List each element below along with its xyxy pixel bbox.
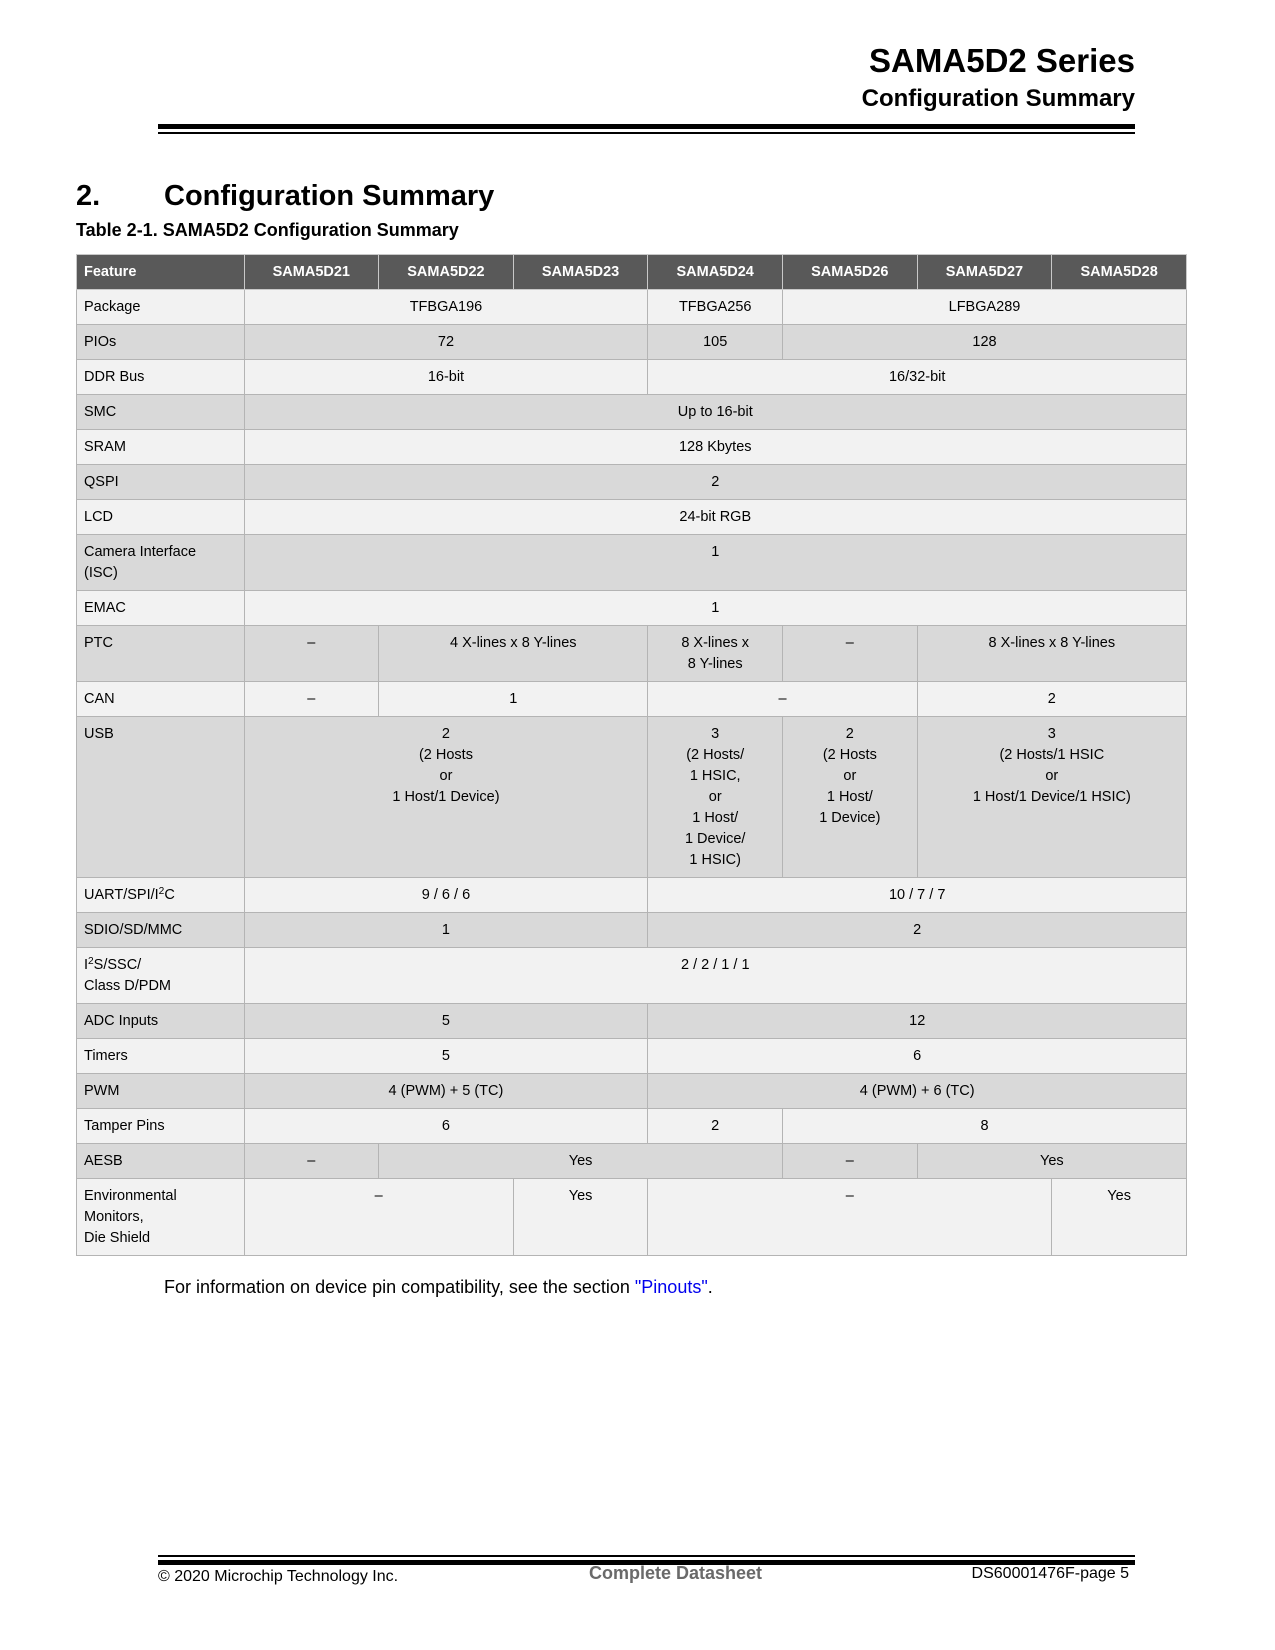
row-label: CAN: [77, 682, 245, 717]
table-row: [77, 948, 1187, 1004]
table-cell: Up to 16-bit: [244, 395, 1186, 430]
table-row: [77, 360, 1187, 395]
table-row: [77, 682, 1187, 717]
table-caption: Table 2-1. SAMA5D2 Configuration Summary: [76, 220, 459, 240]
footer-page-number: DS60001476F-page 5: [971, 1565, 1129, 1582]
table-cell: 2 / 2 / 1 / 1: [244, 948, 1186, 1004]
row-label-text: S/SSC/ Class D/PDM: [84, 957, 172, 994]
column-header: SAMA5D23: [513, 255, 648, 290]
row-label: Tamper Pins: [77, 1109, 245, 1144]
table-row: [77, 1039, 1187, 1074]
table-cell: Yes: [917, 1144, 1186, 1179]
table-row: [77, 465, 1187, 500]
column-header: SAMA5D21: [244, 255, 379, 290]
table-cell: 4 X-lines x 8 Y-lines: [379, 626, 648, 682]
table-cell: 5: [244, 1004, 648, 1039]
row-label: USB: [77, 717, 245, 878]
header-rule-thin: [158, 132, 1135, 134]
table-cell: –: [244, 682, 379, 717]
table-cell: 1: [244, 535, 1186, 591]
row-label: DDR Bus: [77, 360, 245, 395]
row-label-text: C: [164, 887, 175, 903]
table-cell: 2: [648, 1109, 783, 1144]
table-row: [77, 325, 1187, 360]
table-cell: 2 (2 Hosts or 1 Host/ 1 Device): [783, 717, 918, 878]
note-end: .: [707, 1277, 713, 1297]
row-label: SRAM: [77, 430, 245, 465]
row-label: [77, 948, 245, 1004]
table-row: [77, 1109, 1187, 1144]
table-row: [77, 1144, 1187, 1179]
row-label: ADC Inputs: [77, 1004, 245, 1039]
table-cell: Yes: [513, 1179, 648, 1256]
row-label: PWM: [77, 1074, 245, 1109]
column-header: SAMA5D24: [648, 255, 783, 290]
row-label: PTC: [77, 626, 245, 682]
table-cell: 2: [917, 682, 1186, 717]
table-cell: 9 / 6 / 6: [244, 878, 648, 913]
table-cell: 128: [783, 325, 1187, 360]
row-label: LCD: [77, 500, 245, 535]
table-cell: 3 (2 Hosts/ 1 HSIC, or 1 Host/ 1 Device/ 1 HSIC): [648, 717, 783, 878]
table-cell: 128 Kbytes: [244, 430, 1186, 465]
table-cell: –: [648, 1179, 1052, 1256]
table-row: [77, 535, 1187, 591]
table-cell: –: [244, 1179, 513, 1256]
table-cell: –: [244, 1144, 379, 1179]
footer-rule-thin: [158, 1555, 1135, 1557]
table-cell: 72: [244, 325, 648, 360]
table-row: [77, 913, 1187, 948]
table-cell: 10 / 7 / 7: [648, 878, 1187, 913]
row-label-superscript: 2: [88, 956, 94, 967]
note-text: For information on device pin compatibility, see the section: [164, 1277, 635, 1297]
table-cell: –: [244, 626, 379, 682]
row-label: SDIO/SD/MMC: [77, 913, 245, 948]
row-label: QSPI: [77, 465, 245, 500]
row-label: Package: [77, 290, 245, 325]
column-header: SAMA5D26: [783, 255, 918, 290]
table-cell: TFBGA256: [648, 290, 783, 325]
table-cell: 16/32-bit: [648, 360, 1187, 395]
table-cell: –: [648, 682, 917, 717]
table-row: [77, 626, 1187, 682]
column-header: Feature: [77, 255, 245, 290]
table-row: [77, 395, 1187, 430]
column-header: SAMA5D28: [1052, 255, 1187, 290]
pin-compatibility-note: [164, 1277, 713, 1298]
column-header: SAMA5D27: [917, 255, 1052, 290]
table-cell: LFBGA289: [783, 290, 1187, 325]
table-cell: 24-bit RGB: [244, 500, 1186, 535]
table-row: [77, 1004, 1187, 1039]
table-row: [77, 430, 1187, 465]
table-cell: 105: [648, 325, 783, 360]
header-rule-thick: [158, 124, 1135, 129]
pinouts-link[interactable]: "Pinouts": [634, 1277, 708, 1297]
row-label: Environmental Monitors, Die Shield: [77, 1179, 245, 1256]
table-cell: –: [783, 626, 918, 682]
configuration-summary-table: [76, 254, 1187, 1256]
row-label: PIOs: [77, 325, 245, 360]
row-label: EMAC: [77, 591, 245, 626]
table-cell: 6: [244, 1109, 648, 1144]
table-row: [77, 717, 1187, 878]
row-label: [77, 878, 245, 913]
document-section-subtitle: Configuration Summary: [861, 85, 1135, 112]
document-series-title: SAMA5D2 Series: [869, 42, 1135, 79]
row-label-superscript: 2: [158, 886, 165, 897]
table-cell: 8: [783, 1109, 1187, 1144]
table-row: [77, 290, 1187, 325]
row-label: AESB: [77, 1144, 245, 1179]
table-header-row: [77, 255, 1187, 290]
row-label: Camera Interface (ISC): [77, 535, 245, 591]
table-row: [77, 591, 1187, 626]
footer-document-type: Complete Datasheet: [589, 1563, 763, 1583]
table-cell: Yes: [379, 1144, 783, 1179]
table-cell: 4 (PWM) + 6 (TC): [648, 1074, 1187, 1109]
column-header: SAMA5D22: [379, 255, 514, 290]
table-cell: –: [783, 1144, 918, 1179]
table-cell: 2: [648, 913, 1187, 948]
table-cell: 8 X-lines x 8 Y-lines: [648, 626, 783, 682]
table-cell: 12: [648, 1004, 1187, 1039]
row-label-text: UART/SPI/I: [84, 887, 159, 903]
table-row: [77, 500, 1187, 535]
footer-copyright: © 2020 Microchip Technology Inc.: [158, 1568, 399, 1585]
table-cell: 5: [244, 1039, 648, 1074]
row-label: Timers: [77, 1039, 245, 1074]
row-label: SMC: [77, 395, 245, 430]
table-row: [77, 1179, 1187, 1256]
table-cell: 6: [648, 1039, 1187, 1074]
table-cell: 4 (PWM) + 5 (TC): [244, 1074, 648, 1109]
table-row: [77, 1074, 1187, 1109]
table-cell: Yes: [1052, 1179, 1187, 1256]
table-cell: 2: [244, 465, 1186, 500]
table-cell: 1: [244, 913, 648, 948]
section-title: Configuration Summary: [164, 180, 495, 212]
row-label-text: I: [84, 957, 89, 973]
section-number: 2.: [76, 180, 101, 212]
table-cell: 16-bit: [244, 360, 648, 395]
table-cell: TFBGA196: [244, 290, 648, 325]
table-cell: 1: [244, 591, 1186, 626]
table-cell: 8 X-lines x 8 Y-lines: [917, 626, 1186, 682]
table-row: [77, 878, 1187, 913]
table-cell: 3 (2 Hosts/1 HSIC or 1 Host/1 Device/1 HSIC): [917, 717, 1186, 878]
table-cell: 1: [379, 682, 648, 717]
table-cell: 2 (2 Hosts or 1 Host/1 Device): [244, 717, 648, 878]
